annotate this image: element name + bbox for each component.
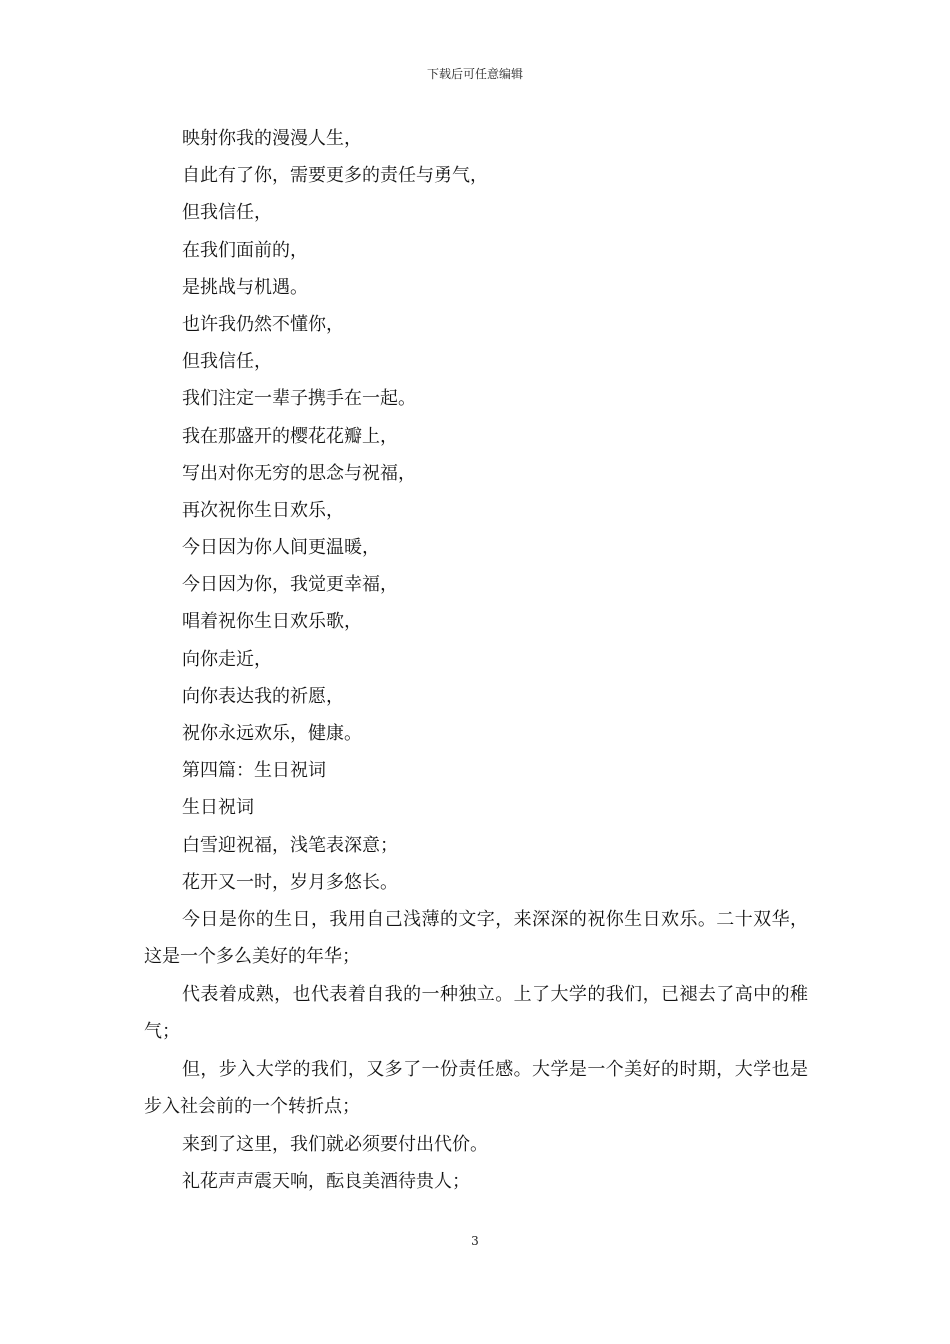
poem-line: 唱着祝你生日欢乐歌，	[182, 611, 362, 633]
poem-line: 映射你我的漫漫人生，	[182, 128, 362, 149]
body-paragraph: 来到了这里，我们就必须要付出代价。	[182, 1133, 488, 1155]
poem-line: 是挑战与机遇。	[182, 276, 308, 298]
document-body	[144, 120, 808, 1201]
poem-line: 今日因为你，我觉更幸福，	[182, 574, 398, 596]
poem-line: 但我信任，	[182, 202, 272, 224]
poem-line: 向你表达我的祈愿，	[182, 685, 344, 707]
page-header: 下载后可任意编辑	[426, 67, 523, 81]
poem-line: 祝你永远欢乐，健康。	[182, 723, 362, 744]
section-heading: 第四篇：生日祝词	[182, 760, 326, 782]
poem-line: 再次祝你生日欢乐，	[182, 499, 344, 521]
poem-line: 写出对你无穷的思念与祝福，	[182, 462, 416, 484]
body-paragraph: 但，步入大学的我们，又多了一份责任感。大学是一个美好的时期，大学也是步入社会前的一个转折点；	[144, 1058, 808, 1118]
poem-line: 白雪迎祝福，浅笔表深意；	[182, 834, 398, 856]
poem-line: 我在那盛开的樱花花瓣上，	[182, 425, 398, 447]
body-paragraph: 代表着成熟，也代表着自我的一种独立。上了大学的我们，已褪去了高中的稚气；	[144, 983, 808, 1043]
section-title: 生日祝词	[182, 797, 254, 819]
body-paragraph: 礼花声声震天响，酝良美酒待贵人；	[182, 1171, 470, 1193]
poem-line: 也许我仍然不懂你，	[182, 313, 344, 335]
poem-line: 自此有了你，需要更多的责任与勇气，	[182, 165, 488, 187]
poem-line: 但我信任，	[182, 351, 272, 373]
body-paragraph: 今日是你的生日，我用自己浅薄的文字，来深深的祝你生日欢乐。二十双华，这是一个多么美好的年华；	[144, 908, 808, 968]
page-number: 3	[471, 1234, 479, 1248]
poem-line: 我们注定一辈子携手在一起。	[182, 388, 416, 410]
poem-line: 向你走近，	[182, 648, 272, 670]
poem-line: 今日因为你人间更温暖，	[182, 537, 380, 559]
poem-line: 花开又一时，岁月多悠长。	[182, 871, 398, 893]
poem-line: 在我们面前的，	[182, 239, 308, 261]
